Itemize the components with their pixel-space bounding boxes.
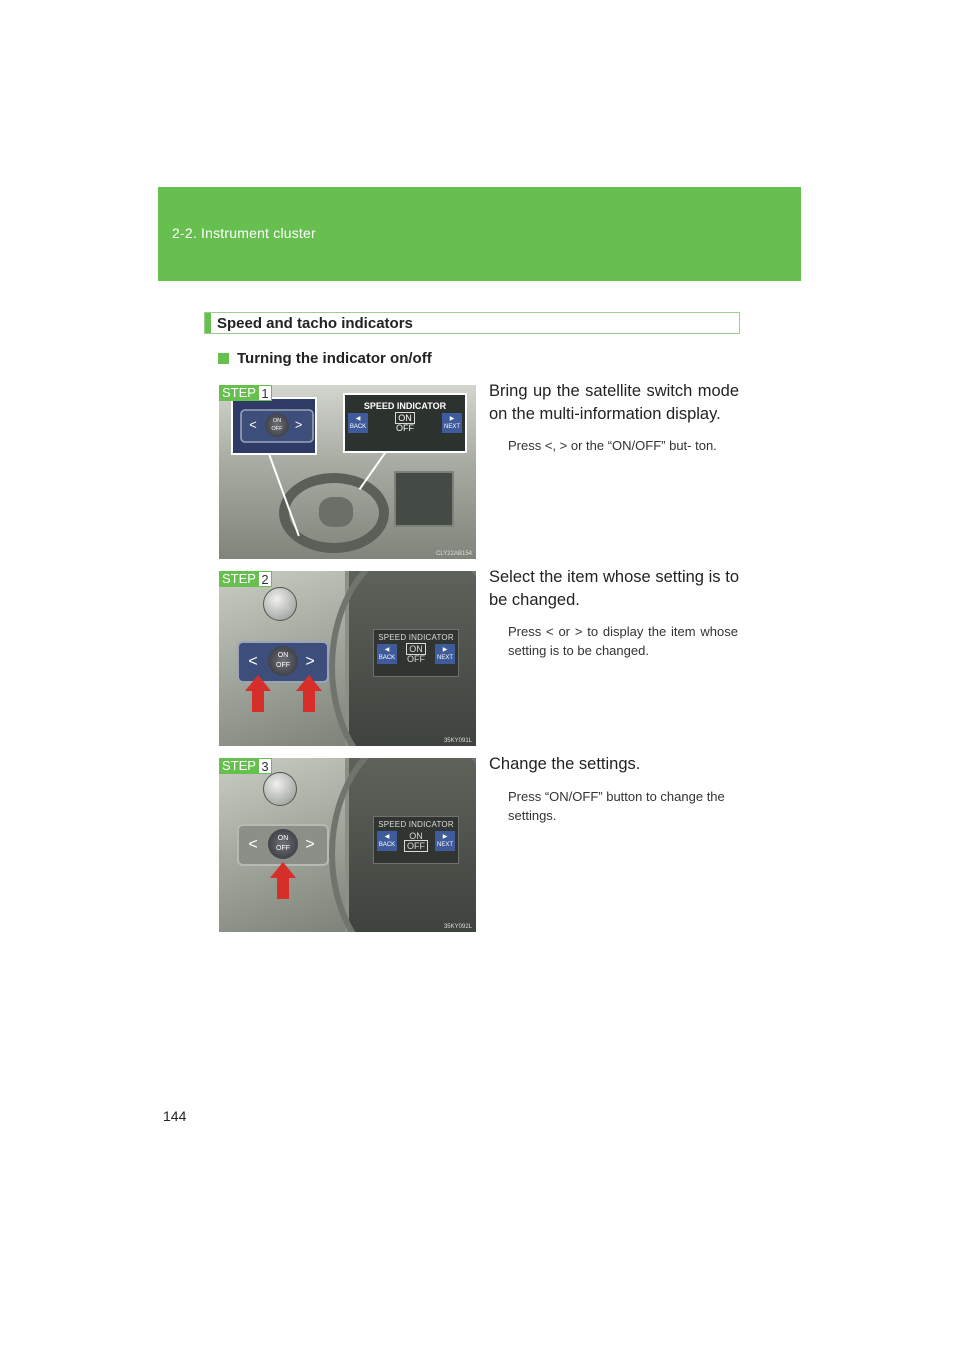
right-button: > xyxy=(305,836,315,853)
back-button: ◀ BACK xyxy=(377,831,397,851)
switch-photo xyxy=(219,571,345,746)
step-1-illustration xyxy=(219,385,476,559)
center-console xyxy=(394,471,454,527)
on-off-button: ON OFF xyxy=(265,413,289,437)
subheading-text: Turning the indicator on/off xyxy=(237,350,432,367)
image-code: CLY22AB154 xyxy=(436,551,472,557)
header-band xyxy=(158,187,801,281)
left-button: < xyxy=(248,836,258,853)
dial-knob xyxy=(263,587,297,621)
next-button: ▶ NEXT xyxy=(435,644,455,664)
on-off-display: ON OFF xyxy=(404,831,428,851)
switch-closeup xyxy=(231,397,317,455)
multi-information-display: SPEED INDICATOR ◀ BACK ON OFF ▶ NEXT xyxy=(373,816,459,864)
on-off-display: ON OFF xyxy=(396,413,414,433)
dial-knob xyxy=(263,772,297,806)
steering-hub xyxy=(319,497,353,527)
on-off-button: ON OFF xyxy=(268,646,298,676)
image-code: 35KY091L xyxy=(443,738,472,744)
square-bullet-icon xyxy=(218,353,229,364)
red-arrow-icon xyxy=(296,675,322,691)
section-accent xyxy=(205,313,211,333)
step-1-text: Bring up the satellite switch mode on the multi-information display. xyxy=(489,382,739,423)
red-arrow-stem xyxy=(303,690,315,712)
subheading xyxy=(218,350,432,367)
right-button: > xyxy=(294,418,303,433)
next-button: ▶ NEXT xyxy=(442,413,462,433)
page-number: 144 xyxy=(163,1108,187,1124)
step-3-note: Press “ON/OFF” button to change the settings. xyxy=(508,789,725,823)
back-button: ◀ BACK xyxy=(377,644,397,664)
on-off-display: ON OFF xyxy=(407,644,425,664)
section-header: 2-2. Instrument cluster xyxy=(172,225,316,241)
on-off-button: ON OFF xyxy=(268,829,298,859)
step-1-note: Press <, > or the “ON/OFF” but- ton. xyxy=(508,438,717,453)
red-arrow-stem xyxy=(277,877,289,899)
satellite-switch xyxy=(240,409,314,443)
back-button: ◀ BACK xyxy=(348,413,368,433)
step-2-illustration xyxy=(219,571,476,746)
left-button: < xyxy=(249,418,257,433)
next-button: ▶ NEXT xyxy=(435,831,455,851)
red-arrow-icon xyxy=(245,675,271,691)
switch-photo xyxy=(219,758,345,932)
step-3-text: Change the settings. xyxy=(489,755,641,773)
satellite-switch xyxy=(237,824,329,866)
section-title-bar xyxy=(204,312,740,334)
multi-information-display: SPEED INDICATOR ◀ BACK ON OFF ▶ NEXT xyxy=(373,629,459,677)
right-button: > xyxy=(305,653,315,670)
step-2-note: Press < or > to display the item whose setting is to be changed. xyxy=(508,624,738,658)
section-title: Speed and tacho indicators xyxy=(217,315,413,332)
image-code: 35KY092L xyxy=(443,924,472,930)
display-photo xyxy=(349,758,476,932)
step-2-text: Select the item whose setting is to be changed. xyxy=(489,568,739,609)
display-photo xyxy=(349,571,476,746)
red-arrow-icon xyxy=(270,862,296,878)
step-1-badge: STEP 1 xyxy=(219,385,272,401)
display-closeup: SPEED INDICATOR ◀ BACK ON OFF ▶ NEXT xyxy=(343,393,467,453)
left-button: < xyxy=(248,653,258,670)
red-arrow-stem xyxy=(252,690,264,712)
step-2-badge: STEP 2 xyxy=(219,571,272,587)
step-3-illustration xyxy=(219,758,476,932)
step-3-badge: STEP 3 xyxy=(219,758,272,774)
